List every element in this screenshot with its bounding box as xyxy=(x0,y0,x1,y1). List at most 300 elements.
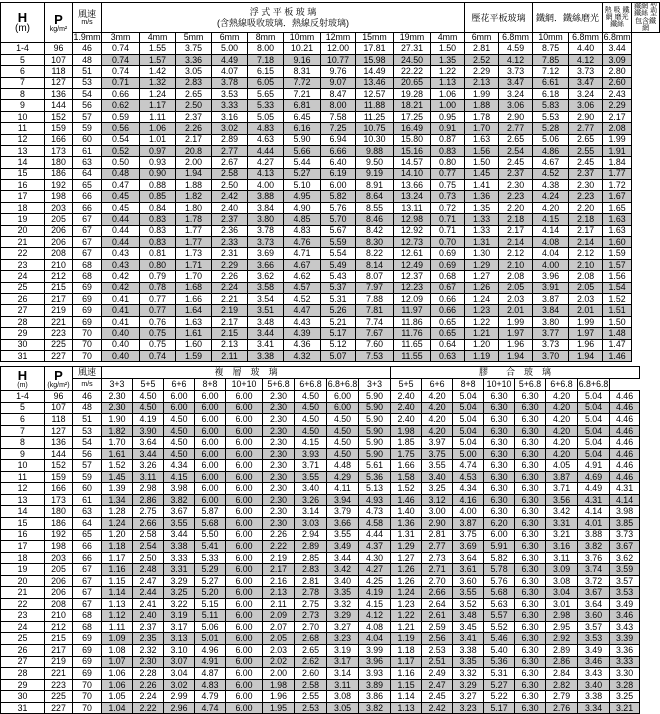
thickness-value-cell: 2.70 xyxy=(295,621,327,633)
table-row xyxy=(1,168,660,179)
wind-speed-cell: 66 xyxy=(73,541,102,553)
table-row xyxy=(1,691,640,703)
height-cell: 12 xyxy=(1,134,45,145)
thickness-value-cell: 2.30 xyxy=(499,180,533,191)
thickness-value-cell: 2.17 xyxy=(212,316,248,327)
thickness-value-cell: 5.33 xyxy=(195,552,226,564)
thickness-value-cell: 5.22 xyxy=(484,691,515,703)
wind-speed-cell: 59 xyxy=(73,471,102,483)
height-cell: 26 xyxy=(1,293,45,304)
thickness-value-cell: 2.96 xyxy=(164,702,195,714)
thickness-value-cell: 0.40 xyxy=(102,350,140,361)
thickness-value-cell: 5.31 xyxy=(321,293,356,304)
thickness-value-cell: 4.87 xyxy=(195,668,226,680)
thickness-value-cell: 1.99 xyxy=(465,88,499,99)
thickness-value-cell: 2.30 xyxy=(263,414,295,426)
thickness-value-cell: 3.57 xyxy=(610,575,640,587)
thickness-value-cell: 6.20 xyxy=(484,518,515,530)
table-row xyxy=(1,328,660,339)
thickness-value-cell: 1.20 xyxy=(102,529,133,541)
thickness-value-cell: 3.17 xyxy=(164,621,195,633)
thickness-value-cell: 3.29 xyxy=(453,679,484,691)
thickness-value-cell: 1.58 xyxy=(391,471,422,483)
thickness-value-cell: 2.65 xyxy=(569,134,603,145)
thickness-value-cell: 8.47 xyxy=(321,88,356,99)
thickness-value-cell: 5.90 xyxy=(284,134,321,145)
thickness-value-cell: 5.41 xyxy=(195,541,226,553)
thickness-value-cell: 2.16 xyxy=(263,575,295,587)
thickness-value-cell: 19.28 xyxy=(394,88,431,99)
thickness-value-cell: 1.60 xyxy=(603,237,632,248)
height-cell: 27 xyxy=(1,305,45,316)
thickness-value-cell: 5.20 xyxy=(195,587,226,599)
thickness-value-cell: 6.19 xyxy=(321,168,356,179)
thickness-value-cell: 4.62 xyxy=(284,271,321,282)
thickness-value-cell: 4.04 xyxy=(533,248,569,259)
thickness-value-cell: 5.54 xyxy=(321,248,356,259)
thickness-value-cell: 0.66 xyxy=(431,293,465,304)
thickness-value-cell: 1.51 xyxy=(603,305,632,316)
pressure-cell: 173 xyxy=(45,145,73,156)
pressure-cell: 206 xyxy=(45,225,73,236)
thickness-value-cell: 4.11 xyxy=(327,483,359,495)
thickness-value-cell: 4.76 xyxy=(284,237,321,248)
thickness-value-cell: 3.36 xyxy=(610,645,640,657)
thickness-value-cell: 3.29 xyxy=(327,610,359,622)
thickness-value-cell: 3.25 xyxy=(164,587,195,599)
pressure-cell: 127 xyxy=(45,77,73,88)
pressure-cell: 186 xyxy=(45,168,73,179)
thickness-value-cell: 1.46 xyxy=(391,494,422,506)
thickness-value-cell: 6.00 xyxy=(226,610,263,622)
thickness-value-cell: 1.15 xyxy=(391,679,422,691)
table-row xyxy=(1,506,640,518)
thickness-value-cell: 4.44 xyxy=(248,145,284,156)
thickness-header: 10+10 xyxy=(226,379,263,391)
thickness-value-cell: 3.11 xyxy=(327,679,359,691)
thickness-value-cell: 1.78 xyxy=(465,111,499,122)
thickness-value-cell: 2.52 xyxy=(465,54,499,65)
pressure-cell: 144 xyxy=(45,448,73,460)
thickness-value-cell: 2.66 xyxy=(133,518,164,530)
thickness-value-cell: 15.98 xyxy=(356,54,394,65)
thickness-value-cell: 3.96 xyxy=(359,656,391,668)
thickness-value-cell: 1.82 xyxy=(102,425,133,437)
thickness-value-cell: 2.84 xyxy=(546,668,578,680)
height-cell: 8 xyxy=(1,437,45,449)
table-row xyxy=(1,633,640,645)
thickness-value-cell: 4.57 xyxy=(284,282,321,293)
pressure-cell: 206 xyxy=(45,587,73,599)
thickness-value-cell: 3.73 xyxy=(610,529,640,541)
thickness-value-cell: 2.14 xyxy=(499,237,533,248)
thickness-value-cell: 1.63 xyxy=(603,225,632,236)
pressure-cell: 219 xyxy=(45,656,73,668)
thickness-value-cell: 6.30 xyxy=(515,702,546,714)
thickness-value-cell: 6.00 xyxy=(327,391,359,403)
thickness-value-cell: 2.31 xyxy=(212,248,248,259)
thickness-value-cell: 7.81 xyxy=(356,305,394,316)
thickness-value-cell: 3.70 xyxy=(533,350,569,361)
thickness-value-cell: 3.48 xyxy=(248,316,284,327)
thickness-value-cell: 1.72 xyxy=(603,180,632,191)
pressure-cell: 159 xyxy=(45,123,73,134)
thickness-header: 6.8+6.8 xyxy=(327,379,358,390)
thickness-value-cell: 3.99 xyxy=(359,645,391,657)
thickness-value-cell: 3.02 xyxy=(212,123,248,134)
wind-header xyxy=(73,3,102,33)
thickness-value-cell: 2.45 xyxy=(569,157,603,168)
thickness-value-cell: 2.05 xyxy=(569,282,603,293)
thickness-value-cell: 6.00 xyxy=(226,460,263,472)
thickness-value-cell: 2.40 xyxy=(133,610,164,622)
thickness-value-cell: 5.65 xyxy=(248,88,284,99)
wind-speed-cell: 63 xyxy=(73,157,102,168)
thickness-value-cell: 4.20 xyxy=(546,414,578,426)
thickness-value-cell: 1.40 xyxy=(391,506,422,518)
thickness-value-cell: 4.52 xyxy=(284,293,321,304)
thickness-value-cell: 3.49 xyxy=(578,645,610,657)
thickness-value-cell: 4.00 xyxy=(533,259,569,270)
thickness-value-cell: 1.54 xyxy=(603,282,632,293)
double-glazing-title: 複 層 玻 璃 xyxy=(102,367,391,379)
thickness-value-cell: 2.82 xyxy=(546,679,578,691)
thickness-value-cell: 1.28 xyxy=(102,506,133,518)
thickness-value-cell: 1.15 xyxy=(102,575,133,587)
thickness-value-cell: 2.03 xyxy=(263,645,295,657)
thickness-value-cell: 3.62 xyxy=(610,552,640,564)
thickness-value-cell: 3.93 xyxy=(359,668,391,680)
thickness-value-cell: 1.06 xyxy=(431,88,465,99)
thickness-value-cell: 2.30 xyxy=(263,391,295,403)
wind-speed-cell: 61 xyxy=(73,145,102,156)
thickness-value-cell: 1.29 xyxy=(465,259,499,270)
thickness-value-cell: 3.33 xyxy=(212,100,248,111)
thickness-value-cell: 4.05 xyxy=(546,460,578,472)
thickness-value-cell: 0.62 xyxy=(102,100,140,111)
thickness-value-cell: 6.00 xyxy=(484,529,515,541)
pressure-cell: 180 xyxy=(45,157,73,168)
height-cell: 31 xyxy=(1,350,45,361)
thickness-value-cell: 1.88 xyxy=(176,180,212,191)
table-row xyxy=(1,43,660,54)
thickness-value-cell: 4.00 xyxy=(248,180,284,191)
thickness-value-cell: 3.17 xyxy=(327,656,359,668)
thickness-value-cell: 1.13 xyxy=(431,77,465,88)
table-row xyxy=(1,225,660,236)
thickness-value-cell: 2.05 xyxy=(263,633,295,645)
thickness-value-cell: 11.88 xyxy=(356,100,394,111)
thickness-value-cell: 6.30 xyxy=(515,621,546,633)
thickness-value-cell: 3.85 xyxy=(610,518,640,530)
thickness-value-cell: 5.04 xyxy=(578,448,610,460)
thickness-value-cell: 5.37 xyxy=(321,282,356,293)
thickness-value-cell: 13.24 xyxy=(394,191,431,202)
thickness-value-cell: 3.88 xyxy=(578,529,610,541)
thickness-value-cell: 4.50 xyxy=(295,402,327,414)
thickness-value-cell: 3.69 xyxy=(248,248,284,259)
thickness-value-cell: 4.20 xyxy=(422,414,453,426)
thickness-value-cell: 3.32 xyxy=(327,598,359,610)
thickness-value-cell: 1.21 xyxy=(465,328,499,339)
thickness-header: 10mm xyxy=(284,33,321,43)
thickness-value-cell: 2.37 xyxy=(212,214,248,225)
wind-speed-cell: 66 xyxy=(73,202,102,213)
thickness-value-cell: 1.77 xyxy=(176,225,212,236)
thickness-value-cell: 6.45 xyxy=(284,111,321,122)
thickness-value-cell: 5.27 xyxy=(195,575,226,587)
thickness-value-cell: 3.89 xyxy=(359,679,391,691)
wind-speed-cell: 69 xyxy=(73,668,102,680)
thickness-value-cell: 4.91 xyxy=(578,460,610,472)
table-row xyxy=(1,518,640,530)
thickness-header: 5+5 xyxy=(133,379,164,391)
thickness-value-cell: 6.00 xyxy=(226,518,263,530)
thickness-value-cell: 6.00 xyxy=(195,425,226,437)
thickness-value-cell: 6.05 xyxy=(248,77,284,88)
pressure-cell: 219 xyxy=(45,305,73,316)
thickness-value-cell: 2.59 xyxy=(422,621,453,633)
thickness-value-cell: 2.81 xyxy=(295,575,327,587)
thickness-value-cell: 2.90 xyxy=(499,111,533,122)
thickness-value-cell: 1.16 xyxy=(391,668,422,680)
thickness-value-cell: 2.30 xyxy=(263,518,295,530)
thickness-value-cell: 2.53 xyxy=(422,645,453,657)
thickness-value-cell: 22.22 xyxy=(394,66,431,77)
height-cell: 1-4 xyxy=(1,391,45,403)
thickness-value-cell: 2.18 xyxy=(499,214,533,225)
wind-speed-cell: 67 xyxy=(73,587,102,599)
thickness-value-cell: 4.34 xyxy=(164,460,195,472)
thickness-value-cell: 3.49 xyxy=(327,541,359,553)
thickness-value-cell: 0.66 xyxy=(102,88,140,99)
thickness-value-cell: 0.41 xyxy=(102,316,140,327)
thickness-value-cell: 0.43 xyxy=(102,259,140,270)
thickness-value-cell: 2.32 xyxy=(133,645,164,657)
thickness-value-cell: 1.70 xyxy=(102,437,133,449)
thickness-value-cell: 18.21 xyxy=(394,100,431,111)
thickness-value-cell: 3.66 xyxy=(248,259,284,270)
thickness-value-cell: 0.65 xyxy=(431,328,465,339)
thickness-value-cell: 8.42 xyxy=(356,225,394,236)
thickness-value-cell: 3.53 xyxy=(610,587,640,599)
thickness-value-cell: 6.00 xyxy=(195,391,226,403)
thickness-value-cell: 3.09 xyxy=(603,54,632,65)
thickness-value-cell: 1.26 xyxy=(465,282,499,293)
thickness-value-cell: 4.04 xyxy=(359,633,391,645)
thickness-value-cell: 6.30 xyxy=(515,691,546,703)
p-label: P xyxy=(54,367,63,383)
thickness-value-cell: 11.55 xyxy=(394,350,431,361)
pressure-cell: 205 xyxy=(45,214,73,225)
thickness-value-cell: 2.11 xyxy=(263,598,295,610)
thickness-value-cell: 1.35 xyxy=(465,202,499,213)
p-unit: (kg/m²) xyxy=(47,381,70,389)
thickness-value-cell: 3.31 xyxy=(164,564,195,576)
thickness-value-cell: 2.30 xyxy=(102,391,133,403)
pattern-glass-title: 壓花平板玻璃 xyxy=(465,3,533,33)
thickness-value-cell: 2.77 xyxy=(422,541,453,553)
height-cell: 1-4 xyxy=(1,43,45,54)
thickness-value-cell: 2.65 xyxy=(499,134,533,145)
thickness-value-cell: 0.87 xyxy=(431,134,465,145)
thickness-value-cell: 4.14 xyxy=(610,494,640,506)
wind-speed-cell: 60 xyxy=(73,134,102,145)
thickness-value-cell: 4.73 xyxy=(359,506,391,518)
thickness-value-cell: 4.01 xyxy=(578,518,610,530)
thickness-value-cell: 4.90 xyxy=(284,202,321,213)
thickness-value-cell: 4.93 xyxy=(359,494,391,506)
height-cell: 30 xyxy=(1,339,45,350)
thickness-value-cell: 2.45 xyxy=(499,157,533,168)
table-row xyxy=(1,134,660,145)
thickness-value-cell: 2.22 xyxy=(133,702,164,714)
thickness-value-cell: 4.37 xyxy=(359,541,391,553)
thickness-value-cell: 4.29 xyxy=(327,471,359,483)
thickness-value-cell: 0.77 xyxy=(140,305,176,316)
thickness-value-cell: 3.53 xyxy=(578,633,610,645)
height-cell: 7 xyxy=(1,77,45,88)
thickness-value-cell: 5.04 xyxy=(578,425,610,437)
thickness-value-cell: 15.16 xyxy=(394,145,431,156)
thickness-value-cell: 3.76 xyxy=(578,552,610,564)
thickness-value-cell: 7.97 xyxy=(356,282,394,293)
thickness-value-cell: 1.17 xyxy=(102,552,133,564)
thickness-value-cell: 1.04 xyxy=(102,702,133,714)
thickness-value-cell: 0.83 xyxy=(140,225,176,236)
thickness-value-cell: 2.44 xyxy=(133,587,164,599)
h-header xyxy=(1,3,45,43)
thickness-value-cell: 3.43 xyxy=(578,668,610,680)
thickness-value-cell: 1.09 xyxy=(102,633,133,645)
thickness-value-cell: 3.60 xyxy=(453,575,484,587)
table-row xyxy=(1,402,640,414)
thickness-value-cell: 3.05 xyxy=(176,66,212,77)
height-cell: 15 xyxy=(1,168,45,179)
thickness-value-cell: 6.30 xyxy=(515,425,546,437)
pressure-cell: 159 xyxy=(45,471,73,483)
thickness-value-cell: 3.31 xyxy=(546,518,578,530)
thickness-value-cell: 4.69 xyxy=(578,471,610,483)
thickness-value-cell: 3.06 xyxy=(499,100,533,111)
thickness-value-cell: 5.33 xyxy=(248,100,284,111)
thickness-value-cell: 1.64 xyxy=(176,305,212,316)
height-cell: 23 xyxy=(1,259,45,270)
thickness-value-cell: 3.46 xyxy=(610,610,640,622)
thickness-value-cell: 5.68 xyxy=(484,587,515,599)
thickness-value-cell: 6.40 xyxy=(321,157,356,168)
thickness-value-cell: 1.35 xyxy=(431,54,465,65)
thickness-value-cell: 4.83 xyxy=(248,123,284,134)
thickness-value-cell: 3.14 xyxy=(327,668,359,680)
thickness-value-cell: 5.36 xyxy=(359,471,391,483)
thickness-value-cell: 3.40 xyxy=(422,471,453,483)
thickness-value-cell: 1.63 xyxy=(465,134,499,145)
thickness-value-cell: 3.73 xyxy=(533,339,569,350)
thickness-value-cell: 2.24 xyxy=(212,282,248,293)
thickness-value-cell: 1.91 xyxy=(603,145,632,156)
h-label: H xyxy=(17,10,28,26)
thickness-value-cell: 1.99 xyxy=(569,316,603,327)
thickness-value-cell: 0.44 xyxy=(102,237,140,248)
thickness-value-cell: 1.46 xyxy=(603,350,632,361)
thickness-value-cell: 2.35 xyxy=(133,633,164,645)
thickness-value-cell: 4.39 xyxy=(284,328,321,339)
thickness-value-cell: 2.76 xyxy=(546,702,578,714)
thickness-value-cell: 2.83 xyxy=(295,564,327,576)
height-cell: 17 xyxy=(1,191,45,202)
thickness-value-cell: 2.08 xyxy=(499,271,533,282)
thickness-value-cell: 0.45 xyxy=(102,202,140,213)
thickness-value-cell: 6.30 xyxy=(484,448,515,460)
thickness-value-cell: 3.10 xyxy=(164,645,195,657)
thickness-value-cell: 4.50 xyxy=(327,437,359,449)
thickness-value-cell: 6.30 xyxy=(484,494,515,506)
wind-speed-cell: 67 xyxy=(73,214,102,225)
thickness-value-cell: 10.21 xyxy=(284,43,321,54)
thickness-value-cell: 3.19 xyxy=(164,610,195,622)
thickness-value-cell: 5.04 xyxy=(453,402,484,414)
pressure-cell: 107 xyxy=(45,402,73,414)
thickness-value-cell: 3.60 xyxy=(578,610,610,622)
pressure-cell: 227 xyxy=(45,702,73,714)
thickness-value-cell: 4.63 xyxy=(248,134,284,145)
thickness-header: 8mm xyxy=(248,33,284,43)
thickness-value-cell: 1.26 xyxy=(391,564,422,576)
thickness-value-cell: 8.22 xyxy=(356,248,394,259)
thickness-value-cell: 2.30 xyxy=(263,494,295,506)
thickness-value-cell: 12.09 xyxy=(394,293,431,304)
thickness-value-cell: 2.30 xyxy=(102,402,133,414)
float-glass-subtitle: (含熱線吸收玻璃．熱線反射玻璃) xyxy=(217,17,350,28)
thickness-value-cell: 3.27 xyxy=(327,621,359,633)
thickness-value-cell: 6.00 xyxy=(226,668,263,680)
thickness-value-cell: 3.78 xyxy=(212,77,248,88)
thickness-header: 4mm xyxy=(140,33,176,43)
thickness-value-cell: 3.97 xyxy=(422,437,453,449)
thickness-value-cell: 0.56 xyxy=(102,123,140,134)
thickness-value-cell: 6.30 xyxy=(515,402,546,414)
thickness-value-cell: 1.11 xyxy=(140,111,176,122)
thickness-value-cell: 1.61 xyxy=(176,328,212,339)
thickness-value-cell: 13.11 xyxy=(394,202,431,213)
pressure-cell: 96 xyxy=(45,391,73,403)
pressure-cell: 208 xyxy=(45,598,73,610)
thickness-value-cell: 3.38 xyxy=(453,645,484,657)
thickness-value-cell: 6.00 xyxy=(226,621,263,633)
height-cell: 18 xyxy=(1,202,45,213)
thickness-value-cell: 3.98 xyxy=(610,506,640,518)
table-row xyxy=(1,293,660,304)
thickness-value-cell: 6.00 xyxy=(226,437,263,449)
thickness-value-cell: 3.36 xyxy=(176,54,212,65)
table-row xyxy=(1,88,660,99)
wind-speed-cell: 68 xyxy=(73,610,102,622)
thickness-value-cell: 1.66 xyxy=(176,293,212,304)
thickness-value-cell: 1.06 xyxy=(102,668,133,680)
thickness-value-cell: 1.20 xyxy=(465,339,499,350)
thickness-value-cell: 4.44 xyxy=(359,529,391,541)
thickness-value-cell: 2.30 xyxy=(263,506,295,518)
thickness-value-cell: 2.86 xyxy=(546,656,578,668)
height-cell: 29 xyxy=(1,679,45,691)
thickness-value-cell: 3.90 xyxy=(133,425,164,437)
wind-label: 風速 xyxy=(77,9,96,20)
thickness-value-cell: 3.42 xyxy=(546,506,578,518)
pressure-cell: 166 xyxy=(45,483,73,495)
thickness-value-cell: 4.86 xyxy=(533,145,569,156)
height-cell: 21 xyxy=(1,237,45,248)
